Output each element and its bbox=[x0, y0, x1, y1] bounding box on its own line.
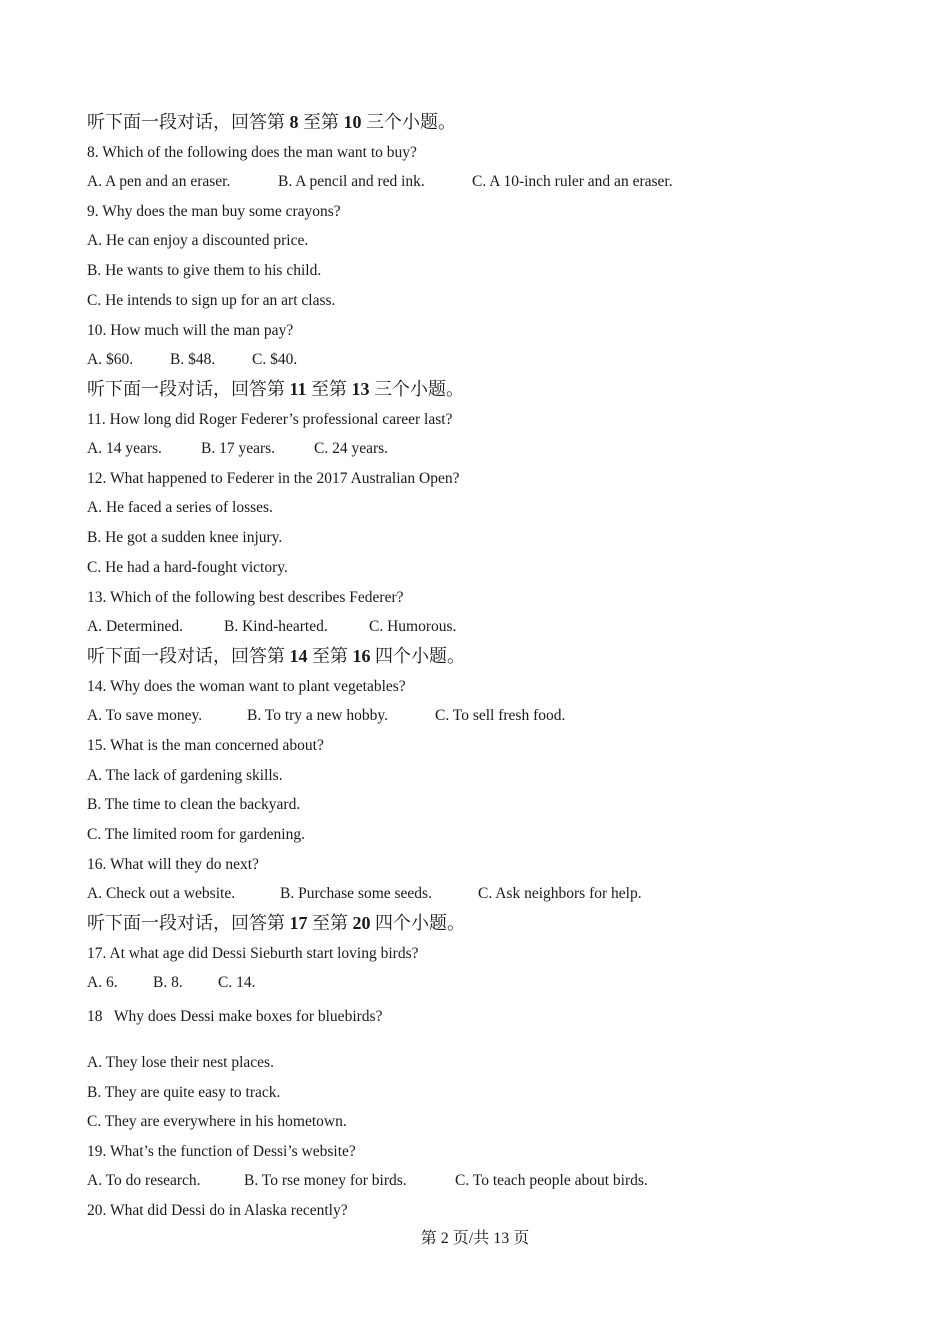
options-13 bbox=[87, 617, 456, 637]
header-text: 至第 bbox=[306, 379, 352, 399]
option-b: B. Kind-hearted. bbox=[224, 618, 328, 635]
option-b: B. To rse money for birds. bbox=[244, 1172, 407, 1189]
options-8 bbox=[87, 172, 673, 192]
header-text: 听下面一段对话，回答第 bbox=[87, 379, 290, 399]
question-11: 11. How long did Roger Federer’s professional career last? bbox=[87, 411, 453, 428]
question-12: 12. What happened to Federer in the 2017 Australian Open? bbox=[87, 470, 460, 487]
header-number: 16 bbox=[352, 646, 371, 666]
option-c: C. To teach people about birds. bbox=[455, 1172, 648, 1189]
option-c: C. 14. bbox=[218, 974, 256, 991]
header-number: 8 bbox=[289, 112, 299, 132]
question-16: 16. What will they do next? bbox=[87, 856, 259, 873]
section-header-14-16 bbox=[87, 646, 465, 666]
header-text: 四个小题。 bbox=[370, 646, 465, 666]
option-c: C. He intends to sign up for an art class. bbox=[87, 292, 336, 309]
header-text: 听下面一段对话，回答第 bbox=[87, 646, 290, 666]
option-a: A. Determined. bbox=[87, 618, 183, 635]
option-a: A. 6. bbox=[87, 974, 118, 991]
option-a: A. A pen and an eraser. bbox=[87, 173, 231, 190]
header-number: 14 bbox=[289, 646, 308, 666]
option-c: C. A 10-inch ruler and an eraser. bbox=[472, 173, 673, 190]
question-10: 10. How much will the man pay? bbox=[87, 322, 294, 339]
question-15: 15. What is the man concerned about? bbox=[87, 737, 324, 754]
option-c: C. $40. bbox=[252, 351, 298, 368]
option-a: A. They lose their nest places. bbox=[87, 1054, 274, 1071]
option-b: B. 17 years. bbox=[201, 440, 276, 457]
header-text: 三个小题。 bbox=[369, 379, 465, 399]
footer-text: 页/共 bbox=[448, 1230, 494, 1247]
header-text: 听下面一段对话，回答第 bbox=[87, 112, 290, 132]
question-18: 18 Why does Dessi make boxes for bluebirds? bbox=[87, 1008, 383, 1025]
section-header-8-10 bbox=[87, 112, 456, 132]
option-b: B. The time to clean the backyard. bbox=[87, 796, 301, 813]
question-9: 9. Why does the man buy some crayons? bbox=[87, 203, 341, 220]
question-14: 14. Why does the woman want to plant vegetables? bbox=[87, 678, 406, 695]
option-a: A. To save money. bbox=[87, 707, 203, 724]
option-b: B. To try a new hobby. bbox=[247, 707, 388, 724]
option-c: C. Humorous. bbox=[369, 618, 457, 635]
option-c: C. He had a hard-fought victory. bbox=[87, 559, 288, 576]
option-b: B. A pencil and red ink. bbox=[278, 173, 425, 190]
option-c: C. They are everywhere in his hometown. bbox=[87, 1113, 347, 1130]
header-text: 听下面一段对话，回答第 bbox=[87, 913, 290, 933]
option-b: B. He got a sudden knee injury. bbox=[87, 529, 283, 546]
total-pages: 13 bbox=[493, 1230, 510, 1247]
option-c: C. The limited room for gardening. bbox=[87, 826, 305, 843]
option-a: A. The lack of gardening skills. bbox=[87, 767, 283, 784]
header-number: 10 bbox=[343, 112, 362, 132]
header-text: 至第 bbox=[307, 913, 353, 933]
options-14 bbox=[87, 706, 565, 726]
option-c: C. To sell fresh food. bbox=[435, 707, 566, 724]
question-19: 19. What’s the function of Dessi’s website? bbox=[87, 1143, 356, 1160]
header-number: 13 bbox=[351, 379, 370, 399]
footer-text: 第 bbox=[420, 1230, 441, 1247]
option-b: B. $48. bbox=[170, 351, 216, 368]
option-b: B. They are quite easy to track. bbox=[87, 1084, 281, 1101]
section-header-11-13 bbox=[87, 379, 464, 399]
header-text: 至第 bbox=[307, 646, 353, 666]
section-header-17-20 bbox=[87, 913, 465, 933]
page-footer bbox=[0, 1229, 950, 1249]
header-number: 20 bbox=[352, 913, 371, 933]
option-c: C. Ask neighbors for help. bbox=[478, 885, 642, 902]
option-b: B. 8. bbox=[153, 974, 183, 991]
option-a: A. To do research. bbox=[87, 1172, 201, 1189]
page-number: 2 bbox=[440, 1230, 449, 1247]
option-a: A. Check out a website. bbox=[87, 885, 236, 902]
option-b: B. He wants to give them to his child. bbox=[87, 262, 322, 279]
options-10 bbox=[87, 350, 297, 370]
options-19 bbox=[87, 1171, 648, 1191]
footer-text: 页 bbox=[509, 1230, 530, 1247]
header-text: 三个小题。 bbox=[361, 112, 456, 132]
question-17: 17. At what age did Dessi Sieburth start loving birds? bbox=[87, 945, 419, 962]
header-text: 四个小题。 bbox=[370, 913, 465, 933]
option-a: A. He can enjoy a discounted price. bbox=[87, 232, 309, 249]
header-number: 17 bbox=[289, 913, 308, 933]
options-11 bbox=[87, 439, 388, 459]
option-b: B. Purchase some seeds. bbox=[280, 885, 432, 902]
option-a: A. 14 years. bbox=[87, 440, 162, 457]
options-16 bbox=[87, 884, 642, 904]
header-text: 至第 bbox=[298, 112, 344, 132]
question-20: 20. What did Dessi do in Alaska recently? bbox=[87, 1202, 348, 1219]
option-a: A. $60. bbox=[87, 351, 134, 368]
question-8: 8. Which of the following does the man want to buy? bbox=[87, 144, 417, 161]
header-number: 11 bbox=[289, 379, 307, 399]
options-17 bbox=[87, 973, 255, 993]
question-13: 13. Which of the following best describes Federer? bbox=[87, 589, 404, 606]
option-c: C. 24 years. bbox=[314, 440, 389, 457]
option-a: A. He faced a series of losses. bbox=[87, 499, 273, 516]
